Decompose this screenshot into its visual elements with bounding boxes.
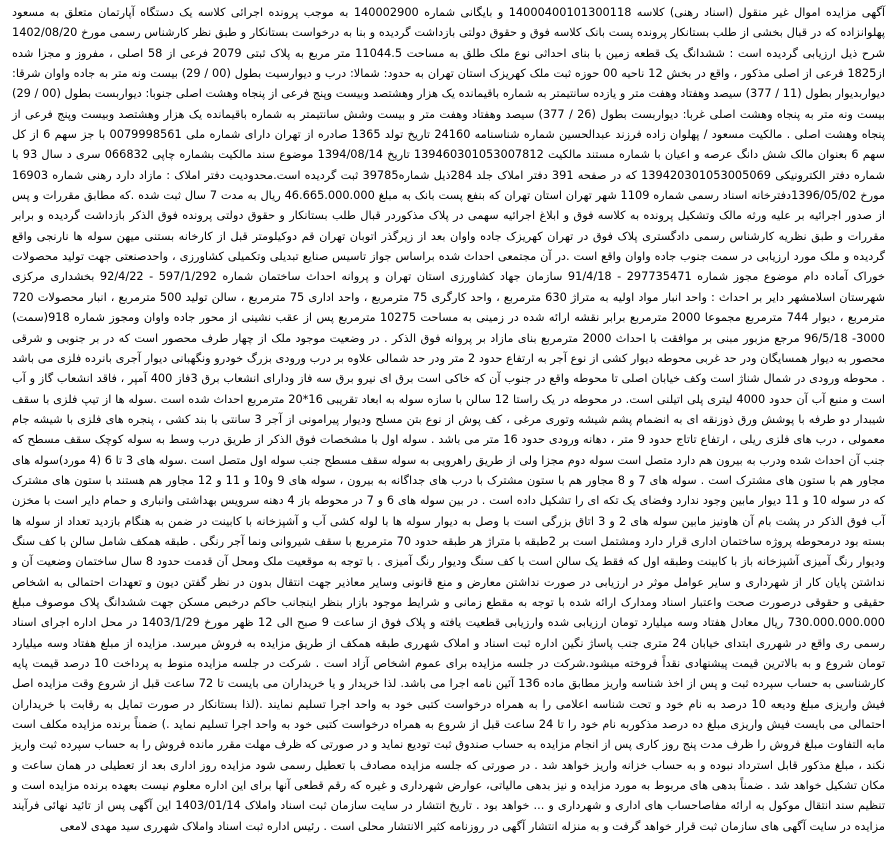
auction-notice-text: آگهی مزایده اموال غیر منقول (اسناد رهنی) کلاسه 14000400101300118 و بایگانی شماره 140002900 به موجب پرونده اجرائی کلاسه یک دستگاه آپارتمان متعلق به مسعود پهلوانزاده که در قبال بخشی از طلب بستانکار پرونده پست بانک کلاسه فوق و حقوق دولتی بازداشت گردیده و بنا به درخواست بستانکار و طبق نظر کارشناس رسمی مورخ 1402/08/20 شرح ذیل ارزیابی گردیده است : ششدانگ یک قطعه زمین با بنای احداثی نوع ملک طلق به مساحت 11044.5 متر مربع به پلاک ثبتی 2079 فرعی از 58 اصلی ، مفروز و مجزا شده از1825 فرعی از اصلی مذکور ، واقع در بخش 12 ناحیه 00 حوزه ثبت ملک کهریزک استان تهران به حدود: شمالا: درب و دیوارسیت بطول (00 / 29) بیست ونه متر به جاده واوان شرقا: دیواربدیوار بطول (11 / 377) سیصد وهفتاد وهفت متر و یازده سانتیمتر به شماره باقیمانده یک هزار وهشتصد وبیست وپنج فرعی از پنجاه وهشت اصلی جنوبا: دیواربست بطول (00 / 29) بیست ونه متر به پنجاه وهشت اصلی غربا: دیواربست بطول (26 / 377) سیصد وهفتاد وهفت متر و بیست وشش سانتیمتر به شماره باقیمانده یک هزار وهشتصد وبیست وپنج فرعی از پنجاه وهشت اصلی . مالکیت مسعود / پهلوان زاده فرزند عبدالحسین شماره شناسنامه 24160 تاریخ تولد 1365 صادره از تهران دارای شماره ملی 0079998561 با جز سهم 6 از کل سهم 6 بعنوان مالک شش دانگ عرصه و اعیان با شماره مستند مالکیت 139460301053007812 تاریخ 1394/08/14 موضوع سند مالکیت بشماره چاپی 066832 سری د سال 93 با شماره دفتر الکترونیکی 139420301053005069 که در صفحه 391 دفتر املاک جلد 284ذیل شماره39785 ثبت گردیده است.محدودیت دفتر املاک : مازاد دارد رهنی شماره 16903 مورخ 1396/05/02دفترخانه اسناد رسمی شماره 1109 شهر تهران استان تهران که بنفع پست بانک به مبلغ 46.665.000.000 ریال به مدت 7 سال ثبت شده .که مطابق مقررات و پس از صدور اجرائیه بر علیه ورثه مالک وتشکیل پرونده به کلاسه فوق و ابلاغ اجرائیه سهمی در پلاک مذکوردر قبال طلب بستانکار و حقوق دولتی پرونده فوق الذکر بازداشت گردیده و برابر مقررات و طبق نظریه کارشناس رسمی دادگستری پلاک فوق در تهران کهریزک جاده واوان بعد از زیرگذر اتوبان تهران قم دوکیلومتر قبل از کارخانه بستنی میهن سوله ها نارنجی واقع گردیده و ملک مورد ارزیابی در سمت جنوب جاده واوان واقع است .در آن مجتمعی احداث شده براساس جواز تاسیس صنایع تبدیلی وتکمیلی کشاورزی ، واحدصنعتی جهت تولید محصولات خوراک آماده دام موضوع مجوز شماره 297735471 - 91/4/18 سازمان جهاد کشاورزی استان تهران و پروانه احداث ساختمان شماره 597/1/292 - 92/4/22 بخشداری مرکزی شهرستان اسلامشهر دایر بر احداث : واحد انبار مواد اولیه به متراژ 630 مترمربع ، واحد کارگری 75 مترمربع ، واحد اداری 75 مترمربع ، سالن تولید 500 مترمربع ، انبار محصولات 720 مترمربع ، دیوار 744 مترمربع مجموعا 2000 مترمربع برابر نقشه ارائه شده در زمینی به مساحت 10275 مترمربع پس از عقب نشینی از محور جاده واوان ومجوز شماره 918(سمت) 3000- 96/5/18 مرجع مزبور مبنی بر موافقت با احداث 2000 مترمربع بنای مازاد بر پروانه فوق الذکر . در وضعیت موجود ملک از چهار طرف محصور است که در بر جنوبی و شرقی محصور به دیوار همسایگان ودر حد غربی محوطه دیوار کشی از نوع آجر به ارتفاع حدود 2 متر ودر حد شمالی علاوه بر درب ورودی بزرگ خودرو ونگهبانی دیوار آجری بانرده فلزی می باشد . محوطه ورودی در شمال شناژ است وکف خیابان اصلی تا محوطه واقع در جنوب آن که خاکی است برق ای نیرو برق سه فاز ودارای انشعاب برق 3فاز 400 آمپر ، فاقد انشعاب گاز و آب است و منبع آب آن حدود 4000 لیتری پلی اتیلنی است. در محوطه در یک راستا 12 سالن با سازه سوله به ابعاد تقریبی 16*20 مترمربع احداث شده است .سوله ها از تیپ فلزی با سقف شیبدار دو طرفه با پوشش ورق ذوزنقه ای به انضمام پشم شیشه وتوری مرغی ، کف پوش از نوع بتن مسلح ودیوار پیرامونی از آجر 3 سانتی با بند کشی ، پنجره های فلزی با شیشه جام معمولی ، درب های فلزی ریلی ، ارتفاع تاتاج حدود 9 متر ، دهانه ورودی حدود 16 متر می باشد . سوله اول با مشخصات فوق الذکر از طریق درب وسط به سوله کوچک سقف مسطح که جنب آن احداث شده ودرب به بیرون هم دارد متصل است سوله دوم مجزا ولی از طریق راهرویی به سوله سقف مسطح جنب سوله اول متصل است .سوله های 3 تا 6 (4 مورد)سوله های مجاور هم با ستون های مشترک است . سوله های 7 و 8 مجاور هم با ستون مشترک با درب های جداگانه به بیرون ، سوله های 9 و10 و 11 و 12 مجاور هم هستند با ستون های مشترک که در سوله 10 و 11 دیوار مابین وجود ندارد وفضای یک تکه ای را تشکیل داده است . در بین سوله های 6 و 7 در محوطه باز 4 دهنه سرویس بهداشتی وانباری و حمام دایر است با مخزن آب فوق الذکر در پشت بام آن هاونیز مابین سوله های 2 و 3 اتاق بزرگی است با وصل به دیوار سوله ها با لوله کشی آب و آشپزخانه با کابینت در ضمن به هنگام بازدید تعداد از سوله ها بسته بود درمحوطه پروژه ساختمان اداری قرار دارد ومشتمل است بر 2طبقه با متراژ هر طبقه حدود 70 مترمربع با سقف شیروانی ونما آجر رنگی . طبقه همکف شامل سالن با کف سنگ ودیوار رنگ آمیزی آشپزخانه باز با کابینت وطبقه اول که فقط یک سالن است با کف سنگ ودیوار رنگ آمیزی . با توجه به موقعیت ملک ومحل آن قدمت حدود 8 سال ساختمان وضعیت آن و نداشتن پایان کار از شهرداری و سایر عوامل موثر در ارزیابی در صورت نداشتن معارض و منع قانونی وسایر معاذیر جهت انتقال بدون در نظر گفتن دیون و تعهدات احتمالی به اشخاص حقیقی و حقوقی درصورت صحت واعتبار اسناد ومدارک ارائه شده با توجه به مقطع زمانی و شرایط موجود بازار بنظر اینجانب حاکم درخبص مسکن جهت ششدانگ پلاک موصوف مبلغ 730.000.000.000 ریال معادل هفتاد وسه میلیارد تومان ارزیابی شده وارزیابی قطعیت یافته و پلاک فوق از ساعت 9 صبح الی 12 ظهر مورخ 1403/1/29 در محل اداره اجرای اسناد رسمی ری واقع در شهرری ابتدای خیابان 24 متری جنب پاساژ نگین اداره ثبت اسناد و املاک شهرری طبقه همکف از طریق مزایده به فروش میرسد. مزایده از مبلغ هفتاد وسه میلیارد تومان شروع و به بالاترین قیمت پیشنهادی نقداً فروخته میشود.شرکت در جلسه مزایده برای عموم اشخاص آزاد است . شرکت در جلسه مزایده منوط به پرداخت 10 درصد قیمت پایه کارشناسی به حساب سپرده ثبت و پس از اخذ شناسه واریز مطابق ماده 136 آئین نامه اجرا می باشد. لذا خریدار و یا خریداران می بایست تا 72 ساعت قبل از شروع وقت مزایده اصل فیش واریزی مبلغ ودیعه 10 درصد به نام خود و تحت شناسه اعلامی را به همراه درخواست کتبی خود به واحد اجرا تسلیم نمایند .(لذا بستانکار در صورت تمایل به رقابت با خریداران احتمالی می بایست فیش واریزی مبلغ ده درصد مذکوربه نام خود را تا 24 ساعت قبل از شروع به همراه درخواست کتبی خود به واحد اجرا تسلیم نماید .) ضمناً برنده مزایده مکلف است مابه التفاوت مبلغ فروش را ظرف مدت پنج روز کاری پس از انجام مزایده به حساب صندوق ثبت تودیع نماید و در صورتی که ظرف مهلت مقرر مانده فروش را به حساب سپرده ثبت واریز نکند ، مبلغ مذکور قابل استرداد نبوده و به حساب خزانه واریز خواهد شد . در صورتی که جلسه مزایده مصادف با تعطیل رسمی شود مزایده روز اداری بعد از تعطیلی در همان ساعت و مکان تشکیل خواهد شد . ضمناً بدهی های مربوط به مورد مزایده و نیز بدهی مالیاتی، عوارض شهرداری و غیره که رقم قطعی آنها برای این اداره معلوم نیست بعهده برنده مزایده است و تنظیم سند انتقال موکول به ارائه مفاصاحساب های اداری و شهرداری و ... خواهد بود . تاریخ انتشار در سایت سازمان ثبت اسناد واملاک 1403/01/14 این آگهی پس از تائید نهائی فرآیند مزایده در سایت آگهی های سازمان ثبت قرار خواهد گرفت و به منزله انتشار آگهی در روزنامه کثیر الانتشار محلی است . رئیس اداره ثبت اسناد واملاک شهرری سید مهدی لامعی <box>12 5 886 833</box>
